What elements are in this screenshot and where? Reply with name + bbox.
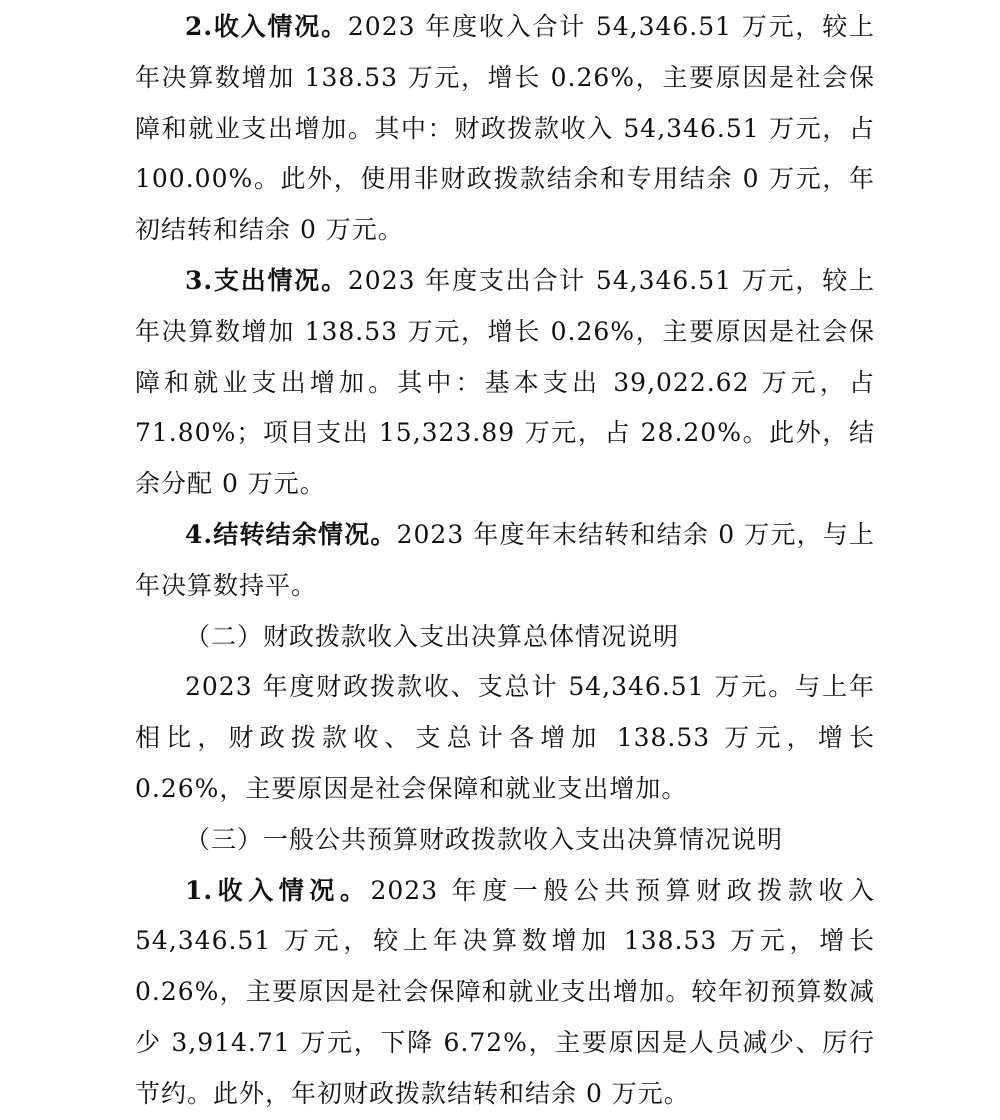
- document-page: [135, 2, 875, 1120]
- paragraph-expenditure: [135, 256, 875, 510]
- paragraph-text: 2023 年度年末结转和结余 0 万元，与上年决算数持平。: [135, 519, 875, 600]
- paragraph-carryover: [135, 510, 875, 612]
- paragraph-lead: 4.结转结余情况。: [185, 519, 397, 549]
- paragraph-text: 2023 年度一般公共预算财政拨款收入 54,346.51 万元，较上年决算数增加 138.53 万元，增长 0.26%，主要原因是社会保障和就业支出增加。较年初预算数减少 3,914.71 万元，下降 6.72%，主要原因是人员减少、厉行节约。此外，年初财政拨款结转和结余 0 万元。: [135, 875, 875, 1108]
- paragraph-lead: 1.收入情况。: [185, 875, 371, 905]
- paragraph-general-budget-income: [135, 866, 875, 1120]
- paragraph-fiscal-total: [135, 662, 875, 814]
- section-heading-2: （二）财政拨款收入支出决算总体情况说明: [185, 621, 680, 651]
- paragraph-lead: 2.收入情况。: [185, 12, 348, 41]
- paragraph-lead: 3.支出情况。: [185, 265, 348, 295]
- paragraph-text: 2023 年度支出合计 54,346.51 万元，较上年决算数增加 138.53 万元，增长 0.26%，主要原因是社会保障和就业支出增加。其中：基本支出 39,022.62 万元，占 71.80%；项目支出 15,323.89 万元，占 28.20%。此外，结余分配 0 万元。: [135, 265, 875, 499]
- paragraph-text: 2023 年度财政拨款收、支总计 54,346.51 万元。与上年相比，财政拨款收、支总计各增加 138.53 万元，增长 0.26%，主要原因是社会保障和就业支出增加。: [135, 672, 875, 803]
- paragraph-text: 2023 年度收入合计 54,346.51 万元，较上年决算数增加 138.53 万元，增长 0.26%，主要原因是社会保障和就业支出增加。其中：财政拨款收入 54,346.51 万元，占 100.00%。此外，使用非财政拨款结余和专用结余 0 万元，年初结转和结余 0 万元。: [135, 12, 875, 245]
- paragraph-income: [135, 2, 875, 256]
- section-heading-3: （三）一般公共预算财政拨款收入支出决算情况说明: [185, 824, 784, 854]
